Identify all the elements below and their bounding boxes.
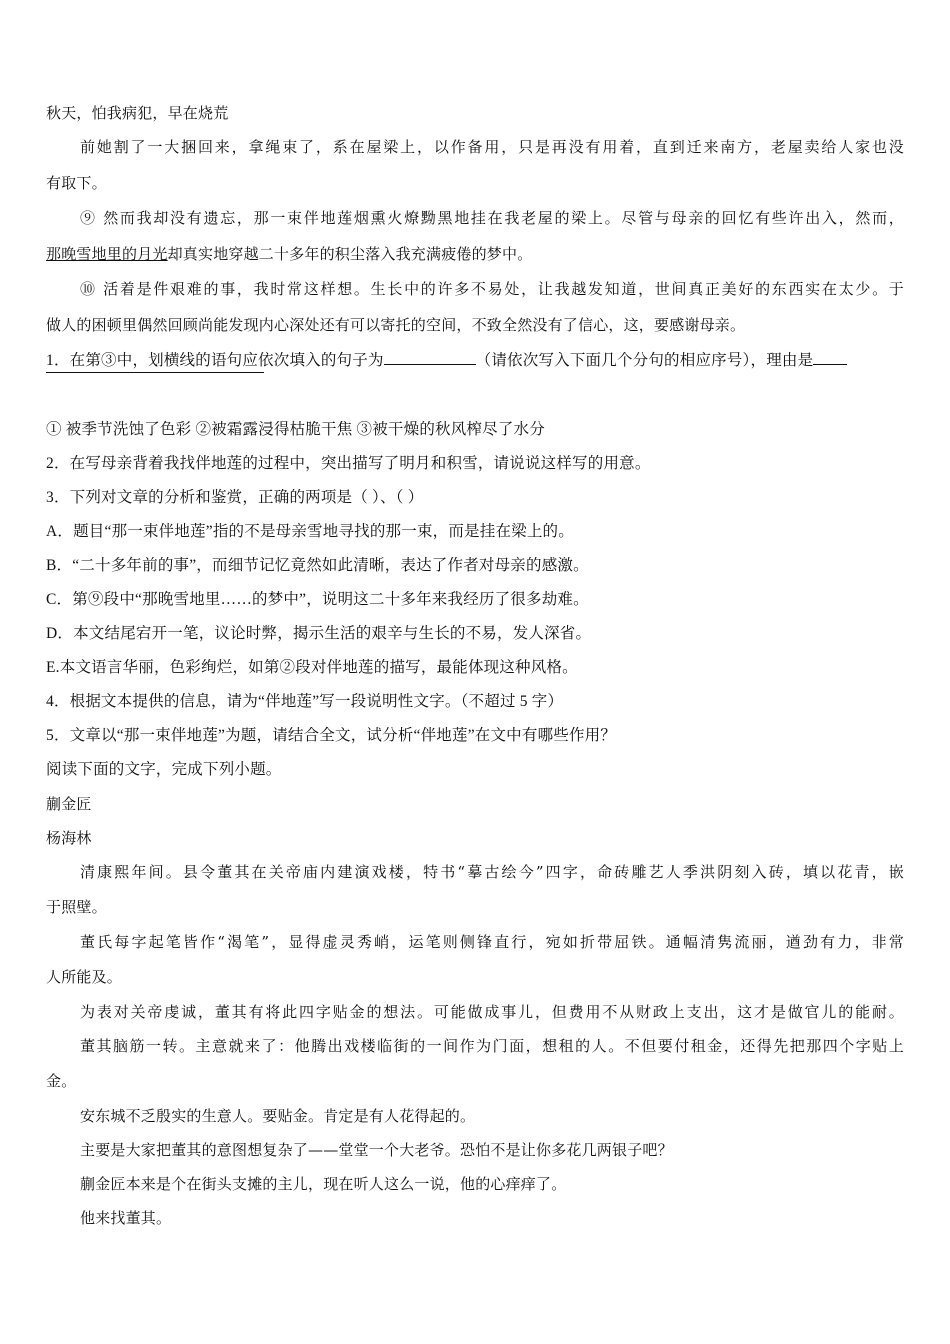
passage1-paragraph-line: 有取下。 [46, 174, 107, 192]
passage2-author: 杨海林 [46, 829, 92, 847]
reading-instruction: 阅读下面的文字，完成下列小题。 [46, 761, 282, 778]
question-3-option-e: E.本文语言华丽，色彩绚烂，如第②段对伴地莲的描写，最能体现这种风格。 [46, 659, 578, 676]
answer-line[interactable] [46, 372, 264, 373]
passage2-paragraph-line: 人所能及。 [46, 968, 123, 986]
question-3-option-d: D．本文结尾宕开一笔，议论时弊，揭示生活的艰辛与生长的不易，发人深省。 [46, 625, 592, 642]
question-3-option-b: B．“二十多年前的事”，而细节记忆竟然如此清晰，表达了作者对母亲的感激。 [46, 557, 589, 574]
passage2-title: 蒯金匠 [46, 795, 92, 813]
question-1-options: ① 被季节洗蚀了色彩 ②被霜露浸得枯脆干焦 ③被干燥的秋风榨尽了水分 [46, 421, 545, 438]
question-3: 3．下列对文章的分析和鉴赏，正确的两项是（ ）、（ ） [46, 489, 424, 506]
question-2: 2．在写母亲背着我找伴地莲的过程中，突出描写了明月和积雪，请说说这样写的用意。 [46, 455, 651, 472]
question-3-option-c: C．第⑨段中“那晚雪地里……的梦中”，说明这二十多年来我经历了很多劫难。 [46, 591, 589, 608]
passage1-paragraph-10: ⑩ 活着是件艰难的事，我时常这样想。生长中的许多不易处，让我越发知道，世间真正美好的东西实在太少。于 [80, 280, 904, 298]
question-5: 5．文章以“那一束伴地莲”为题，请结合全文，试分析“伴地莲”在文中有哪些作用？ [46, 727, 617, 744]
passage2-paragraph-line: 董氏每字起笔皆作“渴笔”，显得虚灵秀峭，运笔则侧锋直行，宛如折带屈铁。通幅清隽流丽，遒劲有力，非常 [80, 933, 904, 951]
answer-blank[interactable] [384, 350, 476, 365]
question-4: 4．根据文本提供的信息，请为“伴地莲”写一段说明性文字。（不超过 5 字） [46, 693, 564, 710]
passage2-paragraph-line: 为表对关帝虔诚，董其有将此四字贴金的想法。可能做成事儿，但费用不从财政上支出，这才是做官儿的能耐。 [80, 1003, 904, 1021]
passage2-paragraph-line: 安东城不乏殷实的生意人。要贴金。肯定是有人花得起的。 [80, 1107, 476, 1125]
passage1-paragraph-9: ⑨ 然而我却没有遗忘，那一束伴地莲烟熏火燎黝黑地挂在我老屋的梁上。尽管与母亲的回忆有些许出入，然而， [80, 209, 904, 227]
passage2-paragraph-line: 于照壁。 [46, 898, 107, 916]
passage2-paragraph-line: 他来找董其。 [80, 1209, 172, 1227]
question-1-text: 1．在第③中，划横线的语句应依次填入的句子为 [46, 352, 384, 369]
passage1-paragraph-line: 前她割了一大捆回来，拿绳束了，系在屋梁上，以作备用，只是再没有用着，直到迁来南方，老屋卖给人家也没 [80, 138, 904, 156]
passage2-paragraph-line: 蒯金匠本来是个在街头支摊的主儿，现在听人这么一说，他的心痒痒了。 [80, 1175, 567, 1193]
question-1 [46, 350, 847, 371]
passage1-text: 却真实地穿越二十多年的积尘落入我充满疲倦的梦中。 [167, 245, 533, 263]
passage1-paragraph-10-cont: 做人的困顿里偶然回顾尚能发现内心深处还有可以寄托的空间，不致全然没有了信心，这，要感谢母亲。 [46, 316, 746, 334]
answer-blank[interactable] [813, 350, 847, 365]
passage2-paragraph-line: 董其脑筋一转。主意就来了：他腾出戏楼临街的一间作为门面，想租的人。不但要付租金，还得先把那四个字贴上 [80, 1037, 904, 1055]
question-3-option-a: A．题目“那一束伴地莲”指的不是母亲雪地寻找的那一束，而是挂在梁上的。 [46, 523, 574, 540]
underlined-phrase: 那晚雪地里的月光 [46, 245, 168, 263]
passage1-line: 秋天，怕我病犯，早在烧荒 [46, 104, 229, 122]
passage2-paragraph-line: 金。 [46, 1072, 77, 1090]
passage1-paragraph-9-cont [46, 244, 532, 264]
question-1-text-mid: （请依次写入下面几个分句的相应序号），理由是 [475, 352, 814, 369]
passage2-paragraph-line: 清康熙年间。县令董其在关帝庙内建演戏楼，特书“摹古绘今”四字，命砖雕艺人季洪阴刻入砖，填以花青，嵌 [80, 863, 904, 881]
passage2-paragraph-line: 主要是大家把董其的意图想复杂了——堂堂一个大老爷。恐怕不是让你多花几两银子吧？ [80, 1141, 673, 1159]
